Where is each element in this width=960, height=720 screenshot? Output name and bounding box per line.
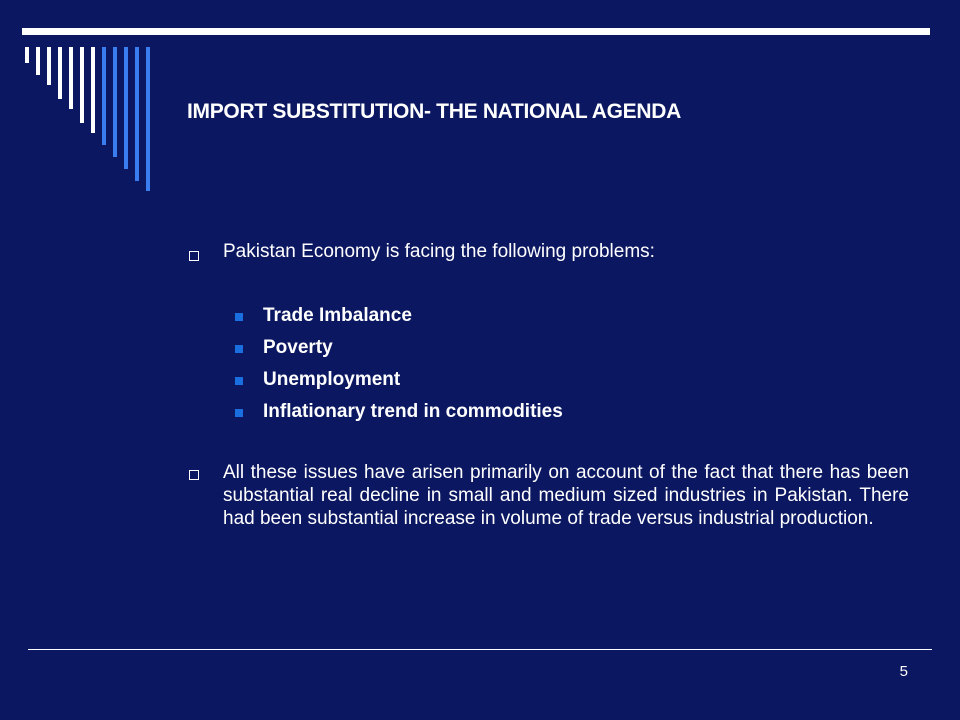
deco-bar [102, 47, 106, 145]
deco-bar [36, 47, 40, 75]
deco-bar [58, 47, 62, 99]
slide-title: IMPORT SUBSTITUTION- THE NATIONAL AGENDA [187, 100, 681, 123]
list-item [235, 400, 563, 432]
deco-bar [69, 47, 73, 109]
intro-text: Pakistan Economy is facing the following problems: [223, 241, 655, 262]
page-number: 5 [899, 663, 908, 680]
deco-bar [91, 47, 95, 133]
filled-square-icon [235, 377, 243, 385]
conclusion-text: All these issues have arisen primarily on account of the fact that there has been substantial real decline in small and medium sized industries in Pakistan. There had been substantial increase in volume of trade versus industrial production. [223, 462, 909, 529]
hollow-square-icon [189, 470, 199, 480]
problem-label: Unemployment [263, 369, 401, 390]
deco-bar [80, 47, 84, 123]
problem-label: Inflationary trend in commodities [263, 401, 563, 422]
top-rule [22, 28, 930, 35]
deco-bar [124, 47, 128, 169]
deco-bar [113, 47, 117, 157]
list-item [235, 336, 563, 368]
bottom-rule [28, 649, 932, 650]
hollow-square-icon [189, 251, 199, 261]
problem-label: Poverty [263, 337, 333, 358]
problem-list [235, 304, 563, 432]
filled-square-icon [235, 409, 243, 417]
filled-square-icon [235, 313, 243, 321]
problem-label: Trade Imbalance [263, 305, 412, 326]
deco-bar [146, 47, 150, 191]
list-item [235, 304, 563, 336]
list-item [235, 368, 563, 400]
filled-square-icon [235, 345, 243, 353]
deco-bar [47, 47, 51, 85]
deco-bar [25, 47, 29, 63]
deco-bar [135, 47, 139, 181]
